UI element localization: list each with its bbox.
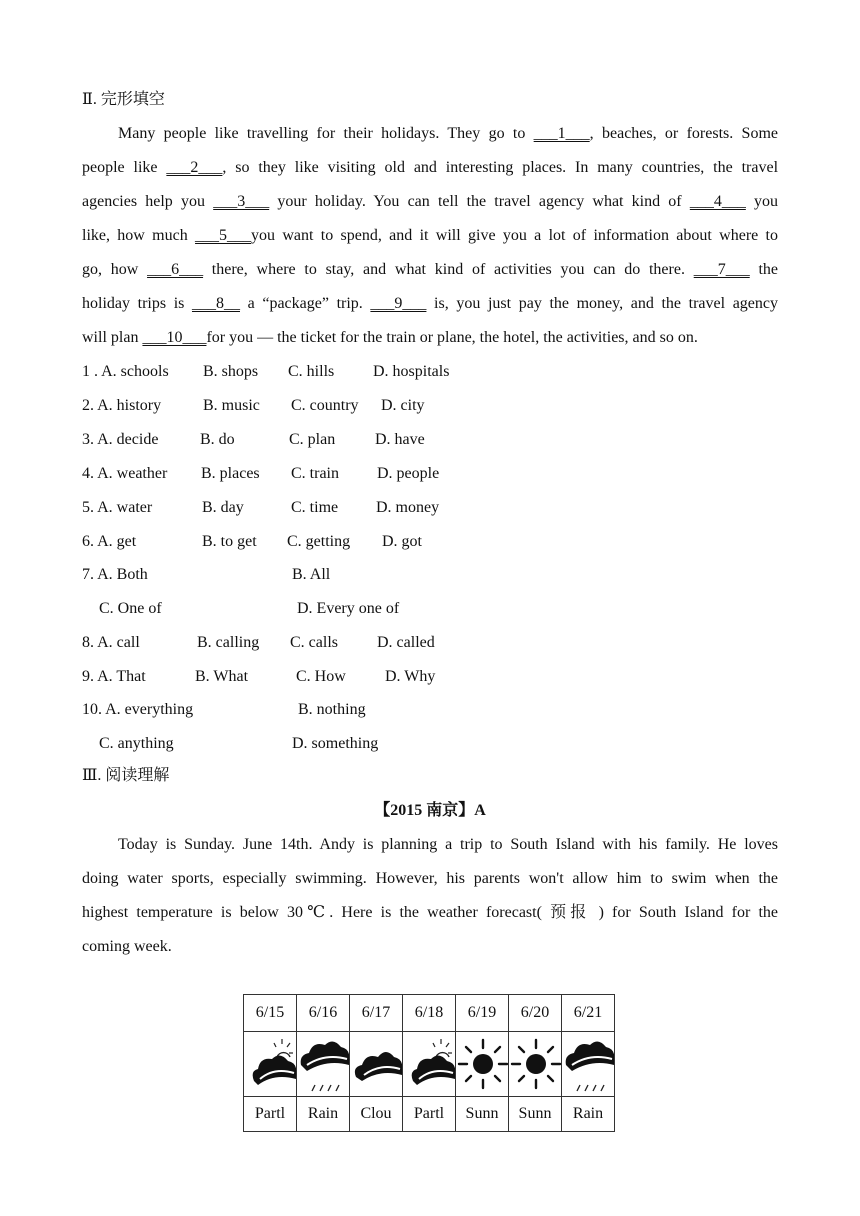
option-a: 10. A. everything [82,701,194,718]
blank-8: ___8__ [191,295,240,312]
option-d: D. Every one of [297,600,400,617]
option-b: B. shops [203,363,259,380]
icon-cell [509,1032,562,1097]
blank-9: ___9___ [370,295,427,312]
icon-cell [562,1032,615,1097]
date-cell: 6/15 [244,995,297,1032]
option-a: 5. A. water [82,499,153,516]
condition-cell: Sunn [456,1097,509,1132]
option-a: 9. A. That [82,668,146,685]
cloze-line-3: agencies help you ___3___ your holiday. You can tell the travel agency what kind of ___4___ you [82,193,779,210]
blank-5: ___5___ [195,227,252,244]
option-a: 8. A. call [82,634,140,651]
option-d: D. called [377,634,435,651]
rain-icon [297,1033,349,1095]
icon-cell [350,1032,403,1097]
option-d: D. have [375,431,425,448]
reading-line-1: Today is Sunday. June 14th. Andy is planning a trip to South Island with his family. He loves [118,836,778,853]
reading-line-2: doing water sports, especially swimming. However, his parents won't allow him to swim when the [82,870,778,887]
option-d: D. got [382,533,422,550]
cloze-line-1: Many people like travelling for their holidays. They go to ___1___, beaches, or forests. Some [118,125,778,142]
section-title-cloze: Ⅱ. 完形填空 [82,91,165,108]
option-a: 1 . A. schools [82,363,169,380]
option-c: C. plan [289,431,336,448]
option-b: B. What [195,668,249,685]
option-c: C. How [296,668,346,685]
reading-line-3: highest temperature is below 30℃. Here is the weather forecast( 预报 ) for South Island for the [82,904,778,921]
blank-7: ___7___ [693,261,750,278]
option-a: 2. A. history [82,397,162,414]
option-d: D. people [377,465,440,482]
condition-cell: Rain [297,1097,350,1132]
blank-2: ___2___ [166,159,223,176]
option-b: B. places [201,465,260,482]
option-b: B. music [203,397,260,414]
option-b: B. All [292,566,331,583]
icon-cell [403,1032,456,1097]
blank-4: ___4___ [689,193,746,210]
option-a: 7. A. Both [82,566,148,583]
icon-cell [297,1032,350,1097]
date-row [244,995,615,1032]
option-c: C. train [291,465,339,482]
option-c: C. calls [290,634,338,651]
cloze-line-7: will plan ___10___for you — the ticket for the train or plane, the hotel, the activities, and so on. [82,329,698,346]
option-b: B. nothing [298,701,366,718]
blank-3: ___3___ [213,193,270,210]
option-a: 4. A. weather [82,465,168,482]
option-c: C. One of [99,600,162,617]
option-c: C. getting [287,533,351,550]
condition-cell: Clou [350,1097,403,1132]
option-b: B. day [202,499,244,516]
date-cell: 6/21 [562,995,615,1032]
passage-heading: 【2015 南京】A [374,802,486,819]
icon-row [244,1032,615,1097]
weather-forecast-table [243,994,615,1132]
option-b: B. calling [197,634,260,651]
option-b: B. to get [202,533,257,550]
condition-cell: Partl [244,1097,297,1132]
option-d: D. something [292,735,379,752]
sunny-icon [509,1033,561,1095]
sunny-icon [456,1033,508,1095]
condition-cell: Sunn [509,1097,562,1132]
date-cell: 6/16 [297,995,350,1032]
date-cell: 6/17 [350,995,403,1032]
icon-cell [456,1032,509,1097]
date-cell: 6/20 [509,995,562,1032]
condition-cell: Partl [403,1097,456,1132]
cloze-line-6: holiday trips is ___8__ a “package” trip. ___9___ is, you just pay the money, and the travel agency [82,295,778,312]
icon-cell [244,1032,297,1097]
date-cell: 6/18 [403,995,456,1032]
partly-cloudy-icon [244,1033,296,1095]
blank-6: ___6___ [147,261,204,278]
option-a: 3. A. decide [82,431,159,448]
rain-icon [562,1033,614,1095]
partly-cloudy-icon [403,1033,455,1095]
option-d: D. Why [385,668,436,685]
option-c: C. anything [99,735,174,752]
condition-row [244,1097,615,1132]
cloze-line-2: people like ___2___, so they like visiting old and interesting places. In many countries, the travel [82,159,779,176]
option-c: C. country [291,397,359,414]
option-d: D. hospitals [373,363,450,380]
blank-1: ___1___ [533,125,590,142]
option-a: 6. A. get [82,533,137,550]
cloze-line-4: like, how much ___5___you want to spend, and it will give you a lot of information about where to [82,227,779,244]
reading-line-4: coming week. [82,938,172,955]
cloze-line-5: go, how ___6___ there, where to stay, and what kind of activities you can do there. ___7___ the [82,261,779,278]
date-cell: 6/19 [456,995,509,1032]
cloudy-icon [350,1033,402,1095]
option-b: B. do [200,431,235,448]
option-d: D. city [381,397,425,414]
blank-10: ___10___ [142,329,207,346]
section-title-reading: Ⅲ. 阅读理解 [82,767,170,784]
option-c: C. hills [288,363,335,380]
option-c: C. time [291,499,339,516]
option-d: D. money [376,499,440,516]
condition-cell: Rain [562,1097,615,1132]
